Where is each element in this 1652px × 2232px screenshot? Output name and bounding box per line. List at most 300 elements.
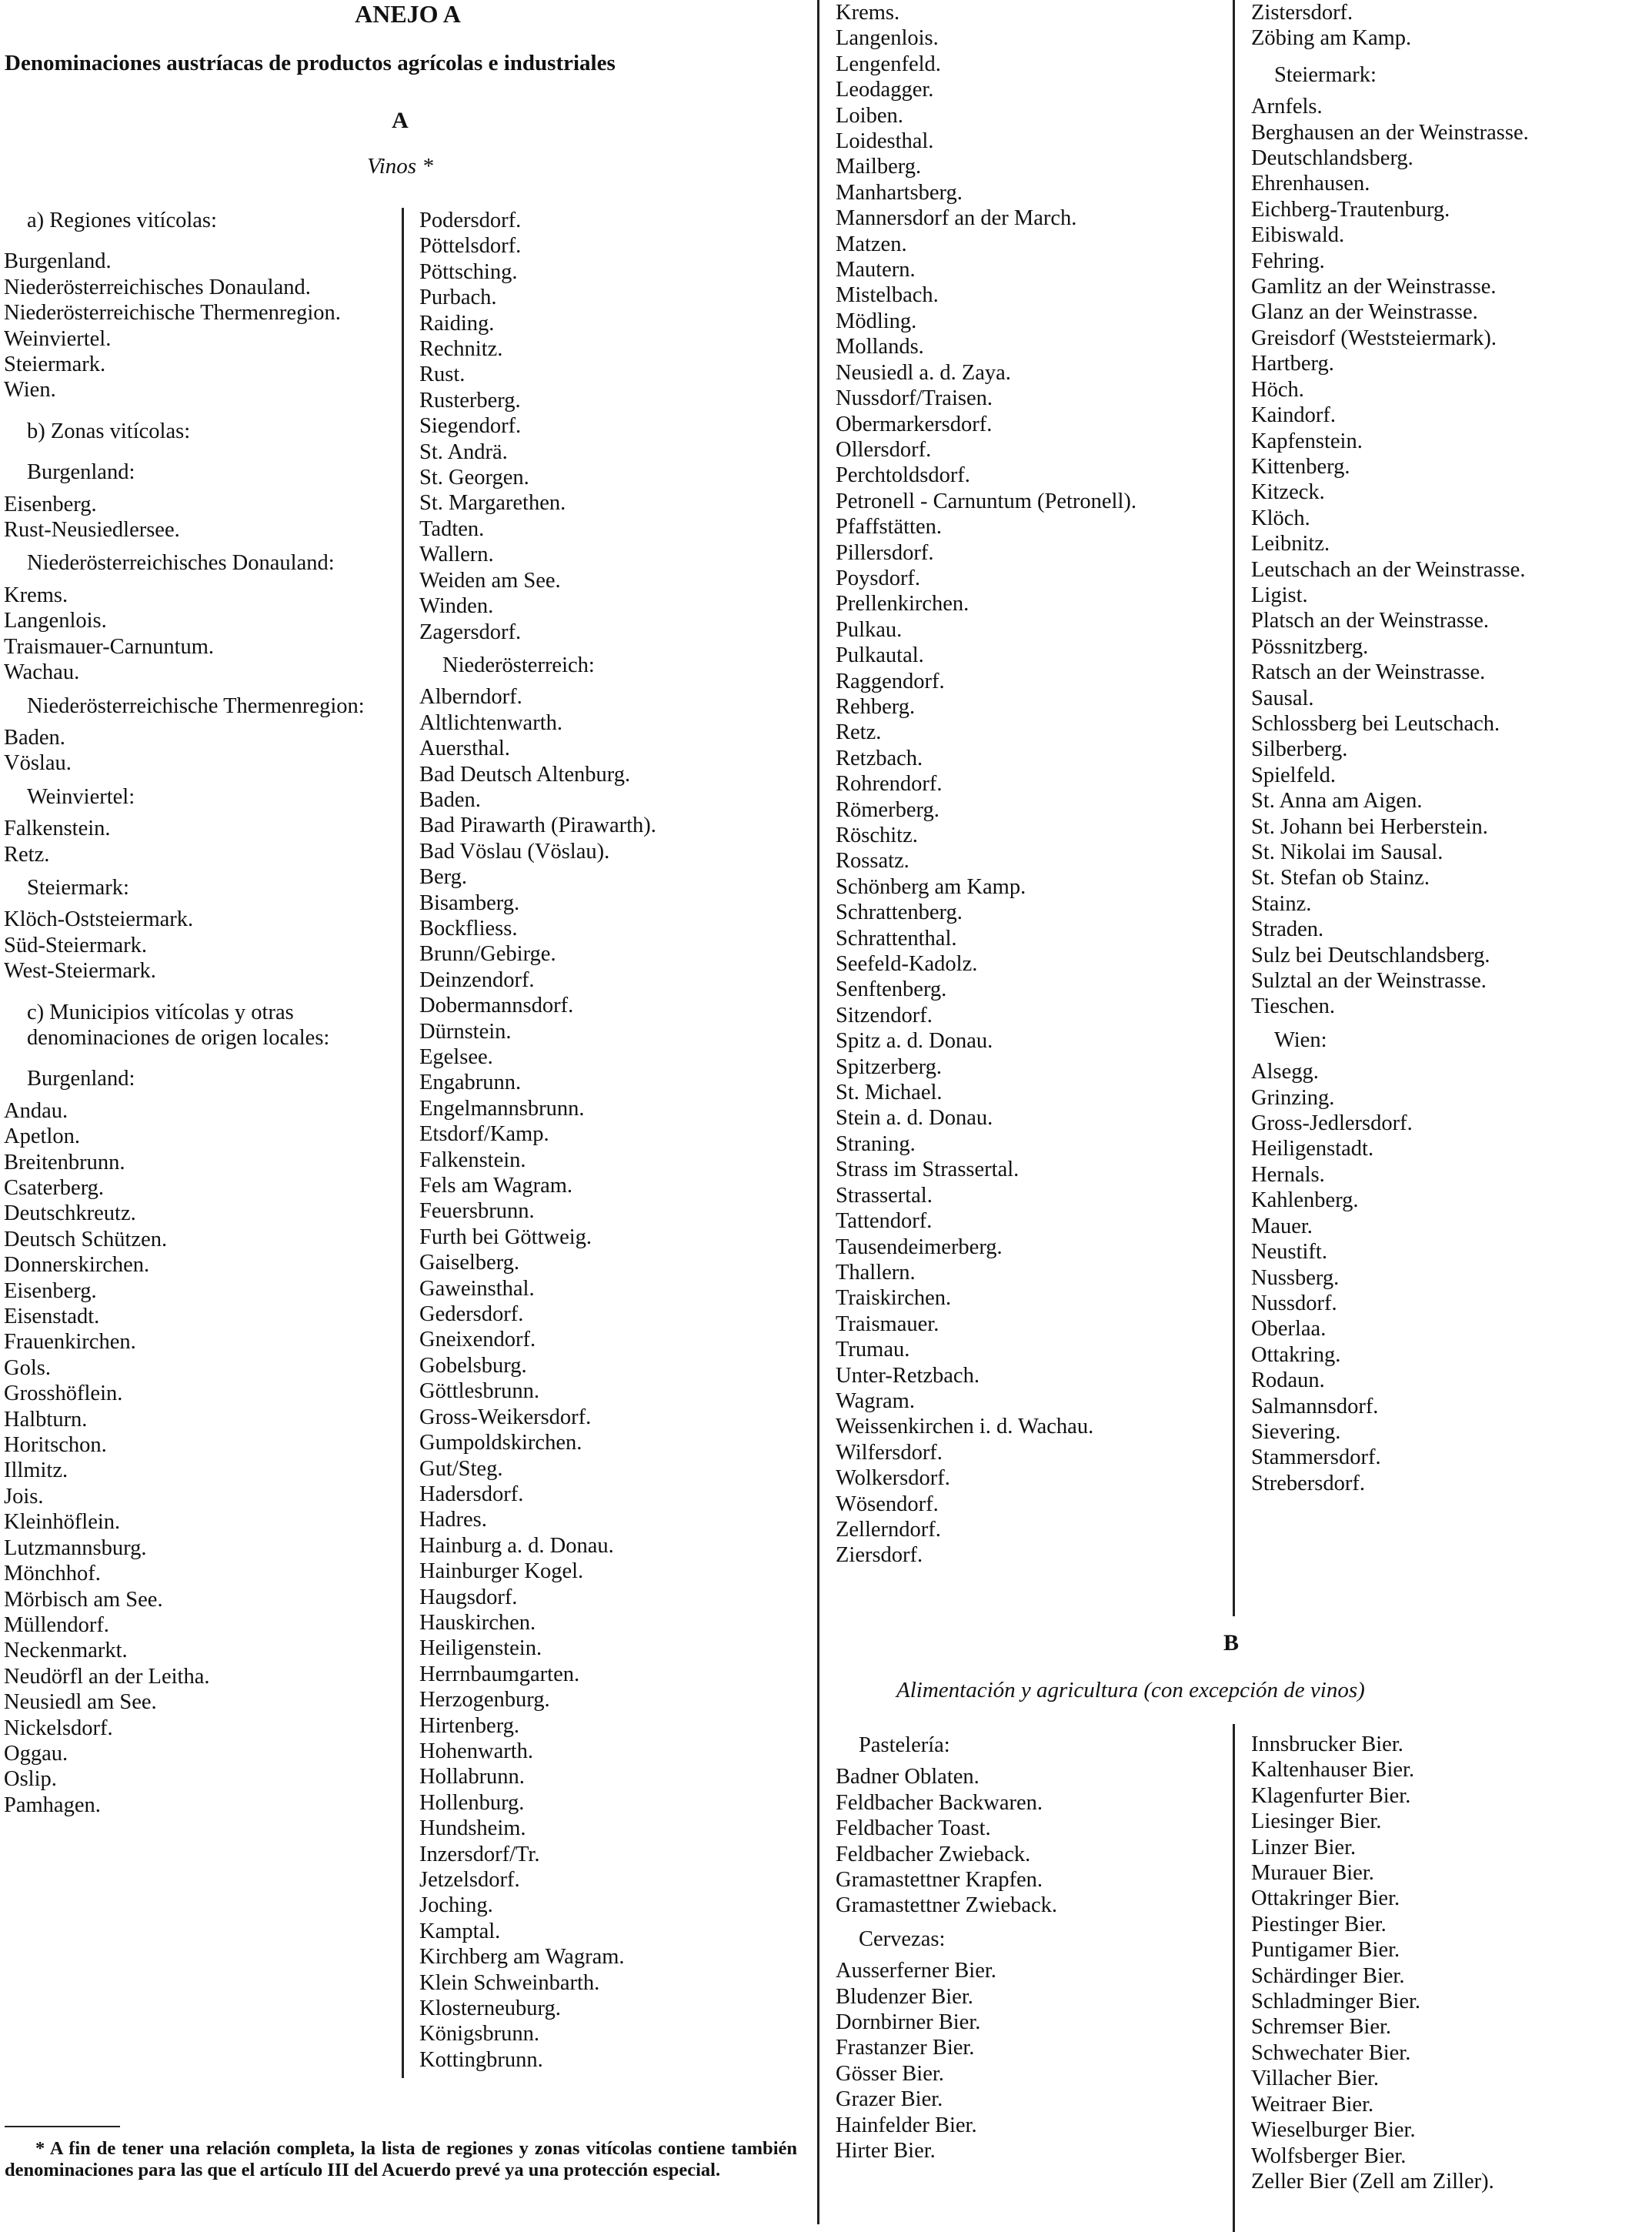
list-item: Wachau. (4, 660, 80, 685)
list-item: Ottakring. (1251, 1342, 1341, 1367)
list-item: Neusiedl am See. (4, 1690, 157, 1715)
list-item: Breitenbrunn. (4, 1150, 125, 1174)
list-item: Gross-Jedlersdorf. (1251, 1111, 1413, 1136)
list-item: Alberndorf. (419, 685, 522, 710)
list-item: Tattendorf. (836, 1209, 933, 1234)
list-item: Deutsch Schützen. (4, 1227, 168, 1251)
list-item: Zöbing am Kamp. (1251, 26, 1412, 51)
list-item: Leutschach an der Weinstrasse. (1251, 557, 1526, 582)
list-item: Mörbisch am See. (4, 1587, 163, 1612)
list-item: Berg. (419, 865, 468, 890)
list-item: Ottakringer Bier. (1251, 1886, 1400, 1911)
pasteleria-heading: Pastelería: (859, 1733, 950, 1757)
list-item: Grazer Bier. (836, 2087, 943, 2112)
list-item: Salmannsdorf. (1251, 1394, 1379, 1418)
list-item: Bisamberg. (419, 890, 520, 915)
list-item: Langenlois. (836, 26, 939, 51)
list-item: Bad Vöslau (Vöslau). (419, 839, 610, 864)
list-item: Feldbacher Zwieback. (836, 1842, 1031, 1866)
list-item: St. Johann bei Herberstein. (1251, 814, 1488, 839)
footnote: * A fin de tener una relación completa, la lista de regiones y zonas vitícolas contiene también denominaciones para las que el artículo III del Acuerdo prevé ya una protección especial. (5, 2138, 797, 2180)
column-rule-2 (817, 0, 819, 2224)
list-item: Traismauer. (836, 1311, 939, 1336)
list-item: Herrnbaumgarten. (419, 1662, 580, 1686)
list-item: Egelsee. (419, 1045, 493, 1069)
list-item: Röschitz. (836, 824, 918, 847)
annex-subtitle: Denominaciones austríacas de productos agrícolas e industriales (5, 51, 616, 75)
list-item: Spielfeld. (1251, 763, 1337, 787)
list-item: Mauer. (1251, 1214, 1313, 1238)
list-item: Unter-Retzbach. (836, 1363, 980, 1388)
list-item: Schärdinger Bier. (1251, 1963, 1405, 1988)
steiermark-heading: Steiermark: (27, 875, 129, 900)
list-item: Süd-Steiermark. (4, 933, 148, 957)
list-item: Eisenberg. (4, 492, 97, 516)
column-rule-3 (1233, 0, 1235, 1616)
list-item: Rusterberg. (419, 388, 521, 413)
list-item: Pöttsching. (419, 259, 518, 284)
list-item: Mönchhof. (4, 1562, 101, 1586)
list-item: Bad Pirawarth (Pirawarth). (419, 814, 656, 838)
list-item: Niederösterreichisches Donauland. (4, 275, 311, 299)
list-item: Winden. (419, 594, 494, 619)
list-item: Stammersdorf. (1251, 1445, 1381, 1470)
list-item: Strassertal. (836, 1183, 933, 1208)
steiermark-municipal-list (1251, 94, 1636, 1020)
list-item: Höch. (1251, 377, 1304, 402)
list-item: Hadersdorf. (419, 1482, 524, 1506)
list-item: Heiligenstein. (419, 1636, 542, 1661)
list-item: Auersthal. (419, 737, 510, 761)
list-item: Rossatz. (836, 849, 909, 874)
niederoesterreich-heading: Niederösterreich: (442, 653, 595, 677)
list-item: Müllendorf. (4, 1612, 109, 1637)
list-item: Schladminger Bier. (1251, 1990, 1421, 2014)
list-item: St. Michael. (836, 1081, 943, 1105)
list-item: Raggendorf. (836, 669, 945, 693)
list-item: Pillersdorf. (836, 540, 934, 565)
list-item: Fels am Wagram. (419, 1174, 573, 1198)
list-item: St. Stefan ob Stainz. (1251, 866, 1430, 890)
list-item: Herzogenburg. (419, 1688, 550, 1712)
niederoesterreich-list (419, 684, 808, 2073)
list-item: St. Andrä. (419, 439, 508, 464)
list-item: Retz. (836, 720, 882, 745)
list-item: Traiskirchen. (836, 1286, 952, 1311)
list-item: Klagenfurter Bier. (1251, 1783, 1411, 1808)
list-item: Spitzerberg. (836, 1054, 942, 1079)
list-item: Straning. (836, 1131, 916, 1156)
list-item: Wallern. (419, 543, 494, 567)
list-item: Ziersdorf. (836, 1543, 923, 1568)
list-item: Kottingbrunn. (419, 2047, 543, 2072)
list-item: Inzersdorf/Tr. (419, 1842, 540, 1866)
list-item: Weitraer Bier. (1251, 2092, 1374, 2117)
list-item: Pulkau. (836, 617, 903, 642)
list-item: Wien. (4, 378, 56, 403)
list-item: Senftenberg. (836, 977, 947, 1002)
list-item: Nussdorf/Traisen. (836, 386, 993, 411)
column-rule-1 (402, 208, 404, 2078)
list-item: Schremser Bier. (1251, 2015, 1392, 2040)
list-item: Perchtoldsdorf. (836, 463, 970, 488)
list-item: Gobelsburg. (419, 1353, 527, 1378)
list-item: Strebersdorf. (1251, 1471, 1365, 1495)
list-item: Vöslau. (4, 751, 72, 776)
column-4 (1251, 0, 1636, 1496)
list-item: Pfaffstätten. (836, 515, 942, 540)
list-item: Hernals. (1251, 1162, 1325, 1187)
pasteleria-list (836, 1764, 1224, 1918)
list-item: Eibiswald. (1251, 223, 1345, 248)
list-item: Stein a. d. Donau. (836, 1106, 993, 1131)
list-item: Loiben. (836, 103, 903, 128)
list-item: Kitzeck. (1251, 480, 1325, 505)
list-item: Gösser Bier. (836, 2061, 944, 2086)
list-item: Matzen. (836, 232, 907, 256)
list-item: Pöttelsdorf. (419, 234, 522, 259)
list-item: Falkenstein. (419, 1148, 526, 1172)
list-item: Rust. (419, 363, 466, 387)
b-zones-heading: b) Zonas vitícolas: (27, 419, 191, 443)
wien-list (1251, 1059, 1636, 1496)
list-item: Feldbacher Toast. (836, 1816, 991, 1841)
list-item: Schönberg am Kamp. (836, 874, 1026, 899)
annex-title: ANEJO A (355, 0, 461, 28)
list-item: Gut/Steg. (419, 1456, 503, 1481)
list-item: Stainz. (1251, 891, 1312, 916)
list-item: Heiligenstadt. (1251, 1137, 1374, 1161)
list-item: Sulztal an der Weinstrasse. (1251, 969, 1487, 994)
list-item: Krems. (836, 1, 900, 25)
list-item: Feuersbrunn. (419, 1199, 535, 1224)
cervezas-heading: Cervezas: (859, 1926, 946, 1951)
list-item: Csaterberg. (4, 1176, 105, 1200)
list-item: Zeller Bier (Zell am Ziller). (1251, 2169, 1494, 2194)
list-item: Kirchberg am Wagram. (419, 1945, 625, 1970)
list-item: Hauskirchen. (419, 1610, 536, 1635)
list-item: Frauenkirchen. (4, 1330, 136, 1355)
list-item: Furth bei Göttweig. (419, 1225, 592, 1249)
list-item: Linzer Bier. (1251, 1835, 1357, 1859)
section-a-letter: A (392, 108, 409, 133)
list-item: Grinzing. (1251, 1085, 1335, 1110)
c-municipalities-heading: c) Municipios vitícolas y otras denominaciones de origen locales: (27, 1000, 330, 1050)
list-item: Apetlon. (4, 1124, 80, 1149)
list-item: Bockfliess. (419, 916, 518, 941)
list-item: Mailberg. (836, 155, 922, 179)
list-item: Rodaun. (1251, 1368, 1325, 1393)
list-item: Mannersdorf an der March. (836, 206, 1077, 231)
list-item: Jetzelsdorf. (419, 1868, 520, 1892)
list-item: Kleinhöflein. (4, 1510, 121, 1535)
list-item: Tadten. (419, 516, 485, 541)
list-item: Neustift. (1251, 1240, 1327, 1265)
list-item: Sulz bei Deutschlandsberg. (1251, 943, 1490, 967)
list-item: Pulkautal. (836, 643, 924, 668)
wien-heading: Wien: (1274, 1027, 1327, 1052)
list-item: Weiden am See. (419, 568, 561, 593)
c-burgenland-heading: Burgenland: (27, 1067, 135, 1091)
cervezas-list (836, 1958, 1224, 2164)
list-item: Gaiselberg. (419, 1251, 520, 1275)
list-item: West-Steiermark. (4, 959, 156, 984)
list-item: Eichberg-Trautenburg. (1251, 197, 1450, 222)
list-item: Krems. (4, 583, 68, 607)
list-item: Hainburger Kogel. (419, 1559, 584, 1584)
list-item: Hohenwarth. (419, 1739, 533, 1763)
list-item: Rechnitz. (419, 337, 503, 362)
column-2 (419, 208, 808, 2073)
list-item: Altlichtenwarth. (419, 710, 562, 735)
list-item: Ratsch an der Weinstrasse. (1251, 660, 1486, 685)
list-item: Zagersdorf. (419, 620, 522, 644)
list-item: Königsbrunn. (419, 2022, 539, 2047)
list-item: Steiermark. (4, 353, 106, 377)
list-item: Hartberg. (1251, 352, 1334, 376)
list-item: Gramastettner Zwieback. (836, 1893, 1058, 1918)
list-item: Leodagger. (836, 78, 934, 102)
list-item: Halbturn. (4, 1407, 88, 1432)
list-item: Wieselburger Bier. (1251, 2118, 1416, 2143)
list-item: Neudörfl an der Leitha. (4, 1664, 210, 1689)
list-item: Brunn/Gebirge. (419, 942, 556, 967)
list-item: Horitschon. (4, 1433, 107, 1458)
list-item: Grosshöflein. (4, 1382, 123, 1406)
list-item: Oslip. (4, 1767, 57, 1792)
list-item: Hainburg a. d. Donau. (419, 1533, 614, 1558)
list-item: Ligist. (1251, 583, 1308, 607)
list-item: Schlossberg bei Leutschach. (1251, 711, 1500, 736)
list-item: Baden. (4, 725, 65, 750)
list-item: Etsdorf/Kamp. (419, 1122, 549, 1147)
list-item: Greisdorf (Weststeiermark). (1251, 326, 1497, 350)
list-item: Rust-Neusiedlersee. (4, 518, 180, 543)
list-item: Fehring. (1251, 249, 1325, 273)
list-item: Retz. (4, 842, 50, 867)
list-item: Thallern. (836, 1260, 916, 1285)
list-item: Sausal. (1251, 686, 1314, 710)
section-b-column-4 (1251, 1732, 1636, 2194)
list-item: Pamhagen. (4, 1793, 101, 1817)
list-item: Ehrenhausen. (1251, 172, 1370, 196)
column-3 (836, 0, 1224, 1569)
list-item: Puntigamer Bier. (1251, 1938, 1400, 1963)
list-item: Mollands. (836, 335, 924, 359)
list-item: Wagram. (836, 1388, 915, 1413)
list-item: Römerberg. (836, 797, 939, 822)
burgenland-heading: Burgenland: (27, 460, 135, 485)
burgenland-continued-list (419, 208, 808, 645)
list-item: Silberberg. (1251, 737, 1348, 762)
list-item: Illmitz. (4, 1458, 68, 1483)
list-item: Niederösterreichische Thermenregion. (4, 301, 341, 326)
column-1 (4, 208, 385, 1818)
list-item: Gedersdorf. (419, 1302, 524, 1327)
list-item: Platsch an der Weinstrasse. (1251, 609, 1490, 633)
list-item: Dürnstein. (419, 1019, 512, 1044)
list-item: Joching. (419, 1893, 493, 1918)
list-item: Podersdorf. (419, 209, 522, 232)
list-item: Kittenberg. (1251, 454, 1350, 479)
list-item: Wösendorf. (836, 1492, 939, 1516)
list-item: Hollenburg. (419, 1790, 525, 1815)
list-item: Weissenkirchen i. d. Wachau. (836, 1415, 1094, 1439)
list-item: Klöch. (1251, 506, 1310, 530)
list-item: Prellenkirchen. (836, 592, 970, 616)
section-a-heading: Vinos * (367, 154, 433, 179)
list-item: Zistersdorf. (1251, 1, 1353, 25)
list-item: Engabrunn. (419, 1071, 522, 1095)
list-item: St. Anna am Aigen. (1251, 789, 1423, 814)
list-item: Wolfsberger Bier. (1251, 2143, 1407, 2168)
donauland-heading: Niederösterreichisches Donauland: (27, 551, 335, 576)
list-item: Weinviertel. (4, 326, 112, 351)
list-item: Mistelbach. (836, 283, 939, 308)
list-item: Murauer Bier. (1251, 1861, 1374, 1886)
list-item: Göttlesbrunn. (419, 1379, 539, 1404)
list-item: Spitz a. d. Donau. (836, 1029, 993, 1054)
list-item: Burgenland. (4, 249, 112, 274)
list-item: Nussberg. (1251, 1265, 1340, 1290)
a-regions-heading: a) Regiones vitícolas: (27, 209, 217, 232)
list-item: Hirter Bier. (836, 2139, 936, 2164)
list-item: Innsbrucker Bier. (1251, 1732, 1403, 1756)
list-item: Petronell - Carnuntum (Petronell). (836, 489, 1136, 513)
list-item: Hadres. (419, 1508, 487, 1532)
list-item: Alsegg. (1251, 1060, 1319, 1084)
list-item: Jois. (4, 1484, 44, 1509)
list-item: Kamptal. (419, 1919, 501, 1943)
list-item: Kahlenberg. (1251, 1188, 1359, 1213)
list-item: Arnfels. (1251, 95, 1323, 119)
column-rule-4 (1233, 1724, 1235, 2232)
list-item: Gneixendorf. (419, 1328, 536, 1352)
list-item: Gaweinsthal. (419, 1276, 535, 1301)
list-item: Donnerskirchen. (4, 1253, 150, 1278)
list-item: Mautern. (836, 258, 916, 282)
list-item: Tausendeimerberg. (836, 1235, 1003, 1259)
list-item: Nussdorf. (1251, 1291, 1337, 1315)
list-item: Falkenstein. (4, 817, 111, 841)
list-item: Dobermannsdorf. (419, 994, 574, 1018)
list-item: St. Margarethen. (419, 491, 566, 516)
list-item: Hollabrunn. (419, 1765, 525, 1789)
list-item: Traismauer-Carnuntum. (4, 634, 215, 659)
list-item: Gumpoldskirchen. (419, 1431, 582, 1455)
list-item: Ausserferner Bier. (836, 1959, 996, 1983)
list-item: Nickelsdorf. (4, 1716, 113, 1740)
list-item: Oggau. (4, 1741, 68, 1766)
list-item: Feldbacher Backwaren. (836, 1790, 1043, 1815)
list-item: Rohrendorf. (836, 772, 943, 797)
footnote-rule (5, 2126, 120, 2127)
list-item: Deutschkreutz. (4, 1201, 136, 1226)
list-item: Trumau. (836, 1338, 910, 1362)
list-item: Manhartsberg. (836, 180, 963, 205)
list-item: Gamlitz an der Weinstrasse. (1251, 275, 1497, 299)
list-item: Rehberg. (836, 694, 916, 719)
list-item: Oberlaa. (1251, 1317, 1327, 1342)
list-item: Klöch-Oststeiermark. (4, 907, 194, 932)
list-item: Lengenfeld. (836, 52, 941, 76)
list-item: Obermarkersdorf. (836, 412, 993, 436)
list-item: St. Nikolai im Sausal. (1251, 840, 1443, 864)
list-item: Hundsheim. (419, 1816, 526, 1841)
list-item: Bad Deutsch Altenburg. (419, 762, 631, 787)
list-item: Retzbach. (836, 746, 923, 770)
list-item: Kaindorf. (1251, 403, 1337, 428)
list-item: Gross-Weikersdorf. (419, 1405, 592, 1429)
list-item: Hirtenberg. (419, 1713, 520, 1738)
c-burgenland-list (4, 1098, 385, 1818)
list-item: Sitzendorf. (836, 1003, 933, 1027)
section-b-letter: B (1223, 1630, 1239, 1656)
list-item: Schwechater Bier. (1251, 2040, 1411, 2065)
list-item: Mödling. (836, 309, 917, 333)
list-item: Poysdorf. (836, 566, 921, 590)
steiermark-municipal-heading: Steiermark: (1274, 62, 1377, 87)
list-item: Siegendorf. (419, 414, 522, 439)
cervezas-continued-list (1251, 1732, 1636, 2194)
list-item: Gols. (4, 1355, 51, 1380)
list-item: Raiding. (419, 311, 495, 336)
section-b-heading: Alimentación y agricultura (con excepción de vinos) (896, 1678, 1365, 1702)
list-item: Neckenmarkt. (4, 1639, 128, 1663)
list-item: Badner Oblaten. (836, 1765, 980, 1789)
list-item: Haugsdorf. (419, 1585, 518, 1609)
list-item: St. Georgen. (419, 466, 529, 490)
list-item: Kaltenhauser Bier. (1251, 1758, 1415, 1783)
list-item: Wolkersdorf. (836, 1466, 950, 1491)
list-item: Villacher Bier. (1251, 2067, 1380, 2091)
list-item: Piestinger Bier. (1251, 1912, 1387, 1936)
list-item: Sievering. (1251, 1419, 1341, 1444)
list-item: Straden. (1251, 917, 1324, 942)
list-item: Eisenstadt. (4, 1305, 100, 1329)
list-item: Berghausen an der Weinstrasse. (1251, 120, 1529, 145)
list-item: Liesinger Bier. (1251, 1809, 1382, 1834)
niederoesterreich-continued-list (836, 0, 1224, 1569)
list-item: Ollersdorf. (836, 437, 932, 462)
section-b-column-3 (836, 1728, 1224, 2164)
list-item: Kapfenstein. (1251, 429, 1363, 453)
list-item: Schrattenthal. (836, 926, 957, 951)
list-item: Pössnitzberg. (1251, 634, 1369, 659)
list-item: Purbach. (419, 286, 497, 310)
list-item: Deutschlandsberg. (1251, 146, 1413, 171)
list-item: Frastanzer Bier. (836, 2036, 975, 2060)
list-item: Zellerndorf. (836, 1517, 941, 1542)
list-item: Dornbirner Bier. (836, 2010, 981, 2035)
list-item: Schrattenberg. (836, 900, 963, 925)
list-item: Klein Schweinbarth. (419, 1970, 600, 1995)
weinviertel-heading: Weinviertel: (27, 784, 135, 809)
list-item: Eisenberg. (4, 1278, 97, 1303)
list-item: Klosterneuburg. (419, 1996, 561, 2021)
list-item: Loidesthal. (836, 129, 934, 154)
list-item: Bludenzer Bier. (836, 1984, 973, 2009)
list-item: Andau. (4, 1098, 68, 1123)
list-item: Gramastettner Krapfen. (836, 1868, 1043, 1893)
list-item: Seefeld-Kadolz. (836, 952, 978, 977)
list-item: Neusiedl a. d. Zaya. (836, 360, 1011, 385)
list-item: Deinzendorf. (419, 967, 535, 992)
list-item: Glanz an der Weinstrasse. (1251, 300, 1478, 325)
list-item: Wilfersdorf. (836, 1440, 943, 1465)
list-item: Hainfelder Bier. (836, 2113, 977, 2137)
list-item: Tieschen. (1251, 994, 1335, 1019)
